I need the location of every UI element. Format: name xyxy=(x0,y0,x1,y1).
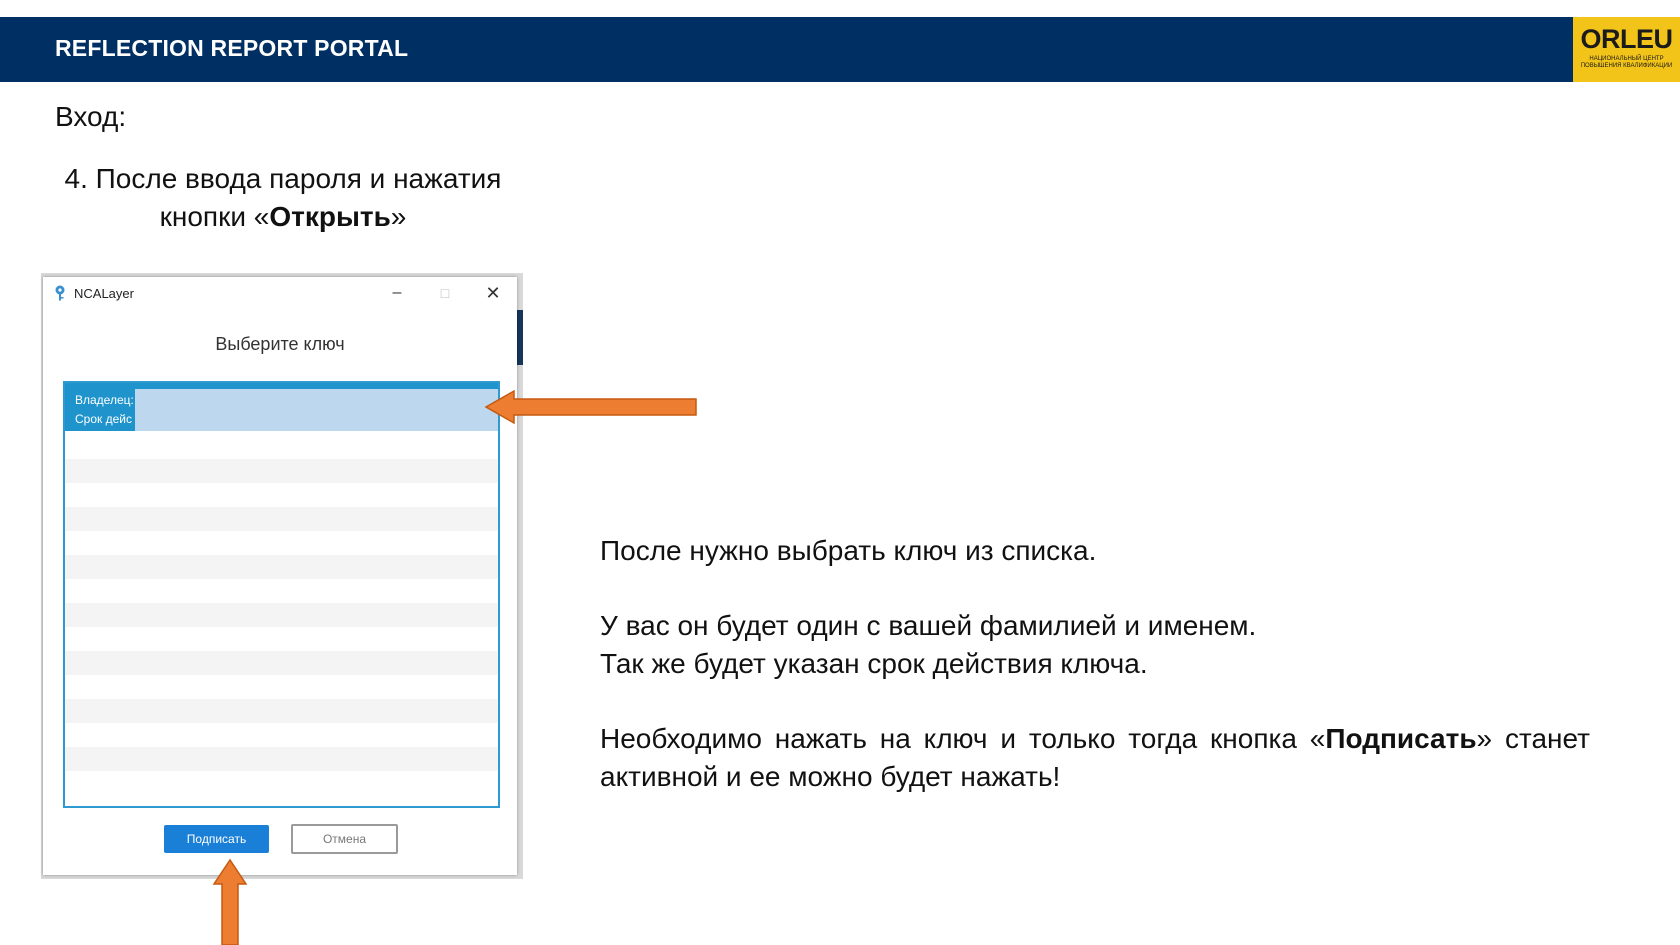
key-app-icon xyxy=(53,285,67,301)
instruction-key-info xyxy=(600,607,1590,683)
dialog-app-title: NCALayer xyxy=(74,286,134,301)
list-row xyxy=(65,627,498,651)
instruction-key-owner: У вас он будет один с вашей фамилией и именем. xyxy=(600,610,1257,641)
list-row xyxy=(65,723,498,747)
sign-button[interactable]: Подписать xyxy=(164,825,269,853)
list-row xyxy=(65,531,498,555)
login-label: Вход: xyxy=(55,101,127,132)
list-row xyxy=(65,699,498,723)
instruction-key-validity: Так же будет указан срок действия ключа. xyxy=(600,648,1148,679)
minimize-button[interactable]: – xyxy=(392,284,402,301)
list-row xyxy=(65,579,498,603)
cancel-button[interactable]: Отмена xyxy=(291,824,398,854)
list-row xyxy=(65,603,498,627)
list-row xyxy=(65,459,498,483)
arrow-left-icon xyxy=(484,389,698,425)
orleu-logo xyxy=(1573,17,1680,82)
list-row xyxy=(65,651,498,675)
screenshot-edge xyxy=(516,310,523,365)
instruction-sign: Необходимо нажать на ключ и только тогда кнопка «Подписать» станет активной и ее можно будет нажать! xyxy=(600,723,1590,792)
key-list[interactable] xyxy=(63,381,500,808)
logo-subtitle: НАЦИОНАЛЬНЫЙ ЦЕНТР ПОВЫШЕНИЯ КВАЛИФИКАЦИИ xyxy=(1580,56,1673,69)
list-row xyxy=(65,747,498,771)
ncalayer-dialog xyxy=(43,277,517,875)
list-row xyxy=(65,483,498,507)
key-owner-label: Владелец: xyxy=(75,393,134,407)
key-validity-label: Срок дейс xyxy=(75,412,132,426)
sign-bold-word: Подписать xyxy=(1325,723,1477,754)
arrow-up-icon xyxy=(212,858,248,945)
redacted-key-details xyxy=(135,389,498,431)
empty-list-rows xyxy=(65,435,498,795)
selected-key-item[interactable] xyxy=(65,383,498,431)
logo-name: ORLEU xyxy=(1580,24,1673,54)
list-row xyxy=(65,555,498,579)
dialog-titlebar xyxy=(43,277,517,309)
list-row xyxy=(65,435,498,459)
dialog-heading: Выберите ключ xyxy=(215,334,345,354)
step-instruction: 4. После ввода пароля и нажатия кнопки «Открыть» xyxy=(64,163,502,232)
header-bar xyxy=(0,17,1680,82)
portal-title: REFLECTION REPORT PORTAL xyxy=(55,35,409,61)
list-row xyxy=(65,675,498,699)
list-row xyxy=(65,771,498,795)
close-button[interactable]: ✕ xyxy=(485,283,501,303)
maximize-button[interactable]: □ xyxy=(440,285,450,301)
list-row xyxy=(65,507,498,531)
instruction-select-key: После нужно выбрать ключ из списка. xyxy=(600,535,1097,566)
step-bold-word: Открыть xyxy=(269,201,391,232)
